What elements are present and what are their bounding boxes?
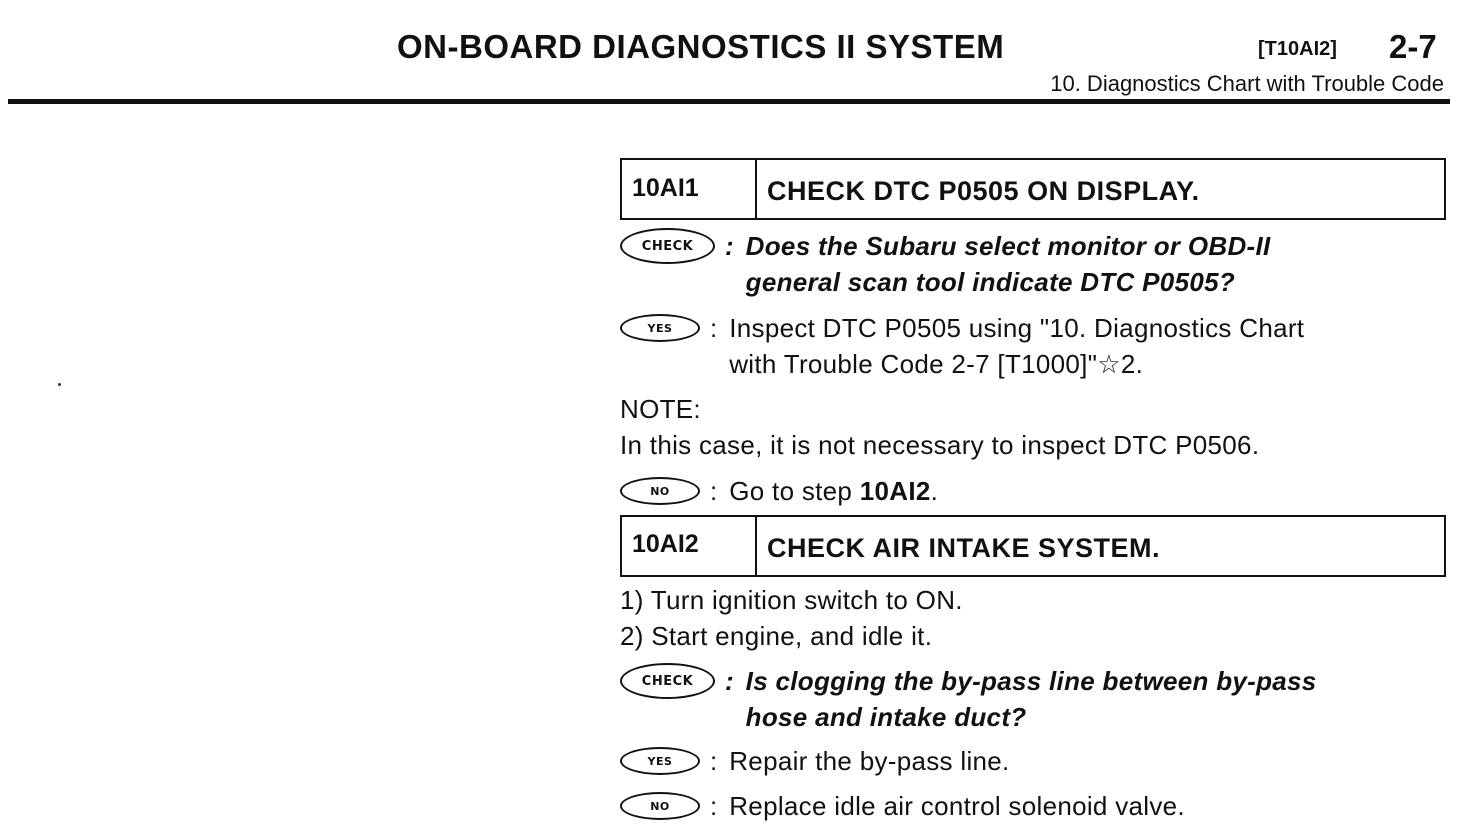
yes-text: [729, 310, 1304, 382]
no-answer-2: [620, 788, 1185, 824]
header-divider: [8, 99, 1450, 104]
no-colon: :: [710, 791, 718, 821]
check-line-2: hose and intake duct?: [745, 702, 1027, 732]
step-id: 10AI1: [622, 160, 757, 218]
check-text: [746, 228, 1271, 300]
section-code: [T10AI2]: [1258, 38, 1337, 60]
no-prefix: Go to step: [729, 476, 860, 506]
instruction-1: 1) Turn ignition switch to ON.: [620, 585, 963, 615]
step-title: CHECK DTC P0505 ON DISPLAY.: [767, 176, 1200, 206]
step-box-10ai1: [620, 158, 1446, 220]
check-badge-icon: CHECK: [620, 663, 715, 699]
no-suffix: .: [930, 476, 939, 506]
no-text: [729, 473, 938, 509]
no-text: Replace idle air control solenoid valve.: [729, 791, 1185, 821]
page-subtitle: 10. Diagnostics Chart with Trouble Code: [1050, 71, 1444, 96]
check-line-1: Is clogging the by-pass line between by-pass: [745, 666, 1317, 696]
page-number: 2-7: [1389, 28, 1437, 65]
yes-answer-2: [620, 743, 1010, 779]
check-question-1: [620, 228, 1271, 300]
yes-text: Repair the by-pass line.: [729, 746, 1010, 776]
yes-colon: :: [710, 313, 718, 343]
check-text: [746, 663, 1317, 735]
step-box-10ai2: [620, 515, 1446, 577]
no-colon: :: [710, 476, 718, 506]
check-colon: :: [725, 666, 734, 696]
yes-badge-icon: YES: [620, 314, 700, 342]
no-badge-icon: NO: [620, 792, 700, 820]
margin-mark: [58, 383, 61, 386]
check-line-1: Does the Subaru select monitor or OBD-II: [745, 231, 1271, 261]
yes-badge-icon: YES: [620, 747, 700, 775]
check-line-2: general scan tool indicate DTC P0505?: [745, 267, 1236, 297]
step-id: 10AI2: [622, 517, 757, 575]
check-colon: :: [725, 231, 734, 261]
yes-line-1: Inspect DTC P0505 using "10. Diagnostics Chart: [729, 313, 1305, 343]
page-title: ON-BOARD DIAGNOSTICS II SYSTEM: [397, 28, 1005, 65]
no-answer-1: [620, 473, 938, 509]
check-badge-icon: CHECK: [620, 228, 715, 264]
no-badge-icon: NO: [620, 477, 700, 505]
check-question-2: [620, 663, 1317, 735]
yes-line-2: with Trouble Code 2-7 [T1000]"☆2.: [729, 349, 1144, 379]
note-text: In this case, it is not necessary to inspect DTC P0506.: [620, 430, 1260, 460]
step-title: CHECK AIR INTAKE SYSTEM.: [767, 533, 1161, 563]
yes-colon: :: [710, 746, 718, 776]
note-label: NOTE:: [620, 394, 701, 424]
instruction-2: 2) Start engine, and idle it.: [620, 621, 933, 651]
yes-answer-1: [620, 310, 1304, 382]
next-step-link[interactable]: 10AI2: [859, 476, 931, 506]
